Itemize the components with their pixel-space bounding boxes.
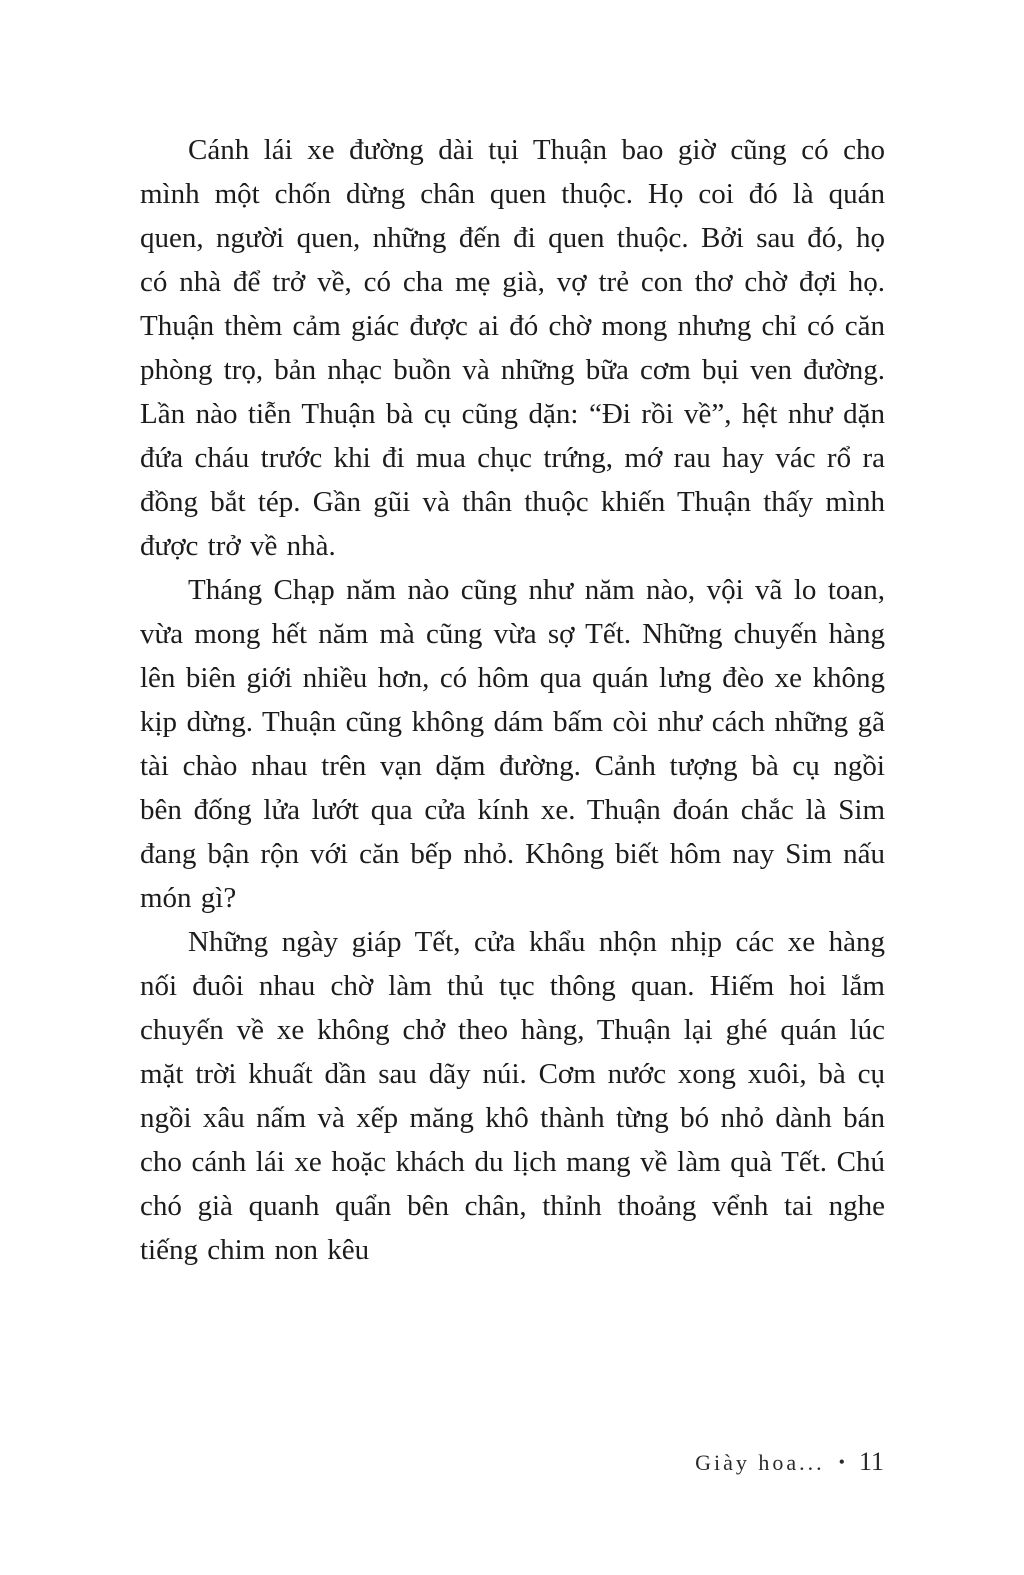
page-footer — [695, 1447, 884, 1477]
footer-separator-bullet: • — [838, 1452, 845, 1472]
body-text — [140, 128, 885, 1272]
paragraph: Cánh lái xe đường dài tụi Thuận bao giờ cũng có cho mình một chốn dừng chân quen thuộc. Họ coi đó là quán quen, người quen, những đến đi quen thuộc. Bởi sau đó, họ có nhà để trở về, có cha mẹ già, vợ trẻ con thơ chờ đợi họ. Thuận thèm cảm giác được ai đó chờ mong nhưng chỉ có căn phòng trọ, bản nhạc buồn và những bữa cơm bụi ven đường. Lần nào tiễn Thuận bà cụ cũng dặn: “Đi rồi về”, hệt như dặn đứa cháu trước khi đi mua chục trứng, mớ rau hay vác rổ ra đồng bắt tép. Gần gũi và thân thuộc khiến Thuận thấy mình được trở về nhà. — [140, 134, 885, 562]
footer-book-title: Giày hoa... — [695, 1450, 825, 1475]
paragraph: Những ngày giáp Tết, cửa khẩu nhộn nhịp các xe hàng nối đuôi nhau chờ làm thủ tục thông quan. Hiếm hoi lắm chuyến về xe không chở theo hàng, Thuận lại ghé quán lúc mặt trời khuất dần sau dãy núi. Cơm nước xong xuôi, bà cụ ngồi xâu nấm và xếp măng khô thành từng bó nhỏ dành bán cho cánh lái xe hoặc khách du lịch mang về làm quà Tết. Chú chó già quanh quẩn bên chân, thỉnh thoảng vểnh tai nghe tiếng chim non kêu — [140, 926, 885, 1266]
footer-page-number: 11 — [858, 1447, 884, 1476]
paragraph: Tháng Chạp năm nào cũng như năm nào, vội vã lo toan, vừa mong hết năm mà cũng vừa sợ Tết. Những chuyến hàng lên biên giới nhiều hơn, có hôm qua quán lưng đèo xe không kịp dừng. Thuận cũng không dám bấm còi như cách những gã tài chào nhau trên vạn dặm đường. Cảnh tượng bà cụ ngồi bên đống lửa lướt qua cửa kính xe. Thuận đoán chắc là Sim đang bận rộn với căn bếp nhỏ. Không biết hôm nay Sim nấu món gì? — [140, 574, 885, 914]
